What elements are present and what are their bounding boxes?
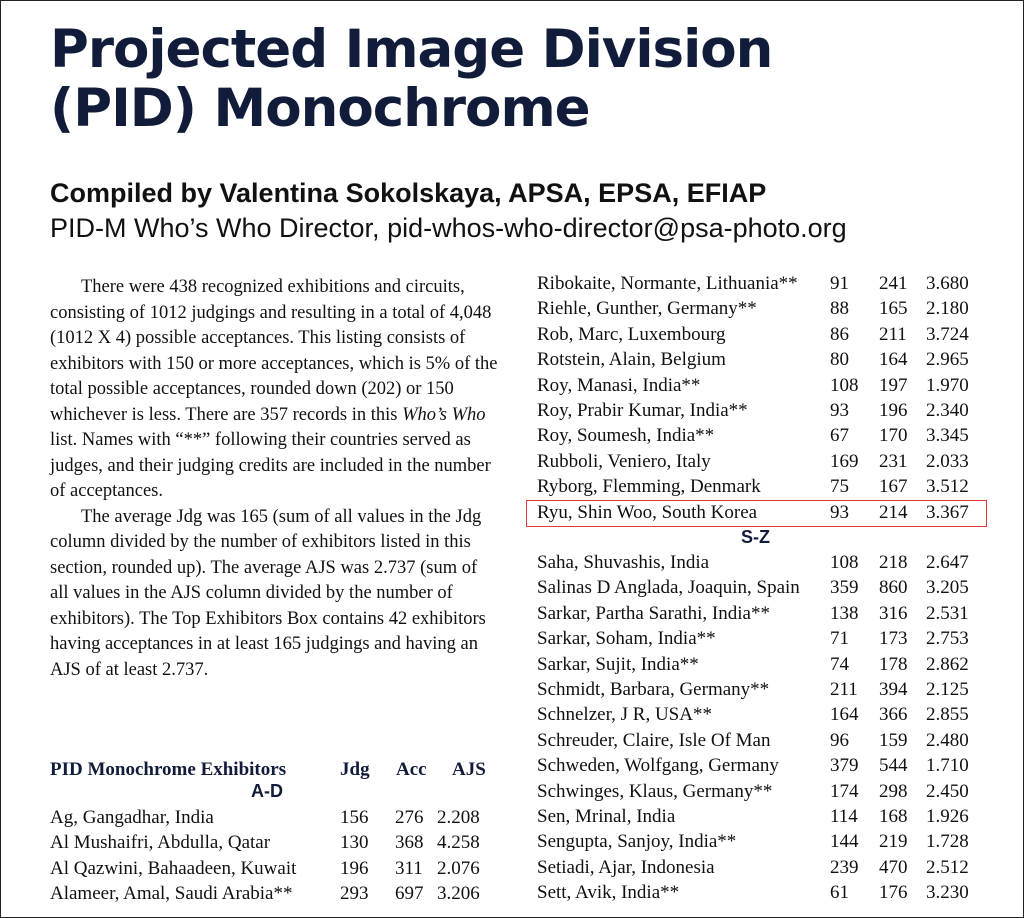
header-jdg: Jdg: [340, 759, 370, 780]
cell-jdg: 93: [830, 400, 849, 421]
cell-acc: 196: [879, 400, 908, 421]
table-row: [537, 652, 987, 677]
cell-jdg: 359: [830, 577, 859, 599]
table-row: [537, 550, 987, 575]
cell-name: Roy, Soumesh, India**: [537, 425, 715, 447]
cell-name: Rubboli, Veniero, Italy: [537, 450, 711, 472]
cell-name: Alameer, Amal, Saudi Arabia**: [50, 883, 293, 905]
cell-name: Schmidt, Barbara, Germany**: [537, 679, 770, 700]
cell-acc: 218: [879, 552, 908, 573]
cell-acc: 860: [879, 577, 908, 599]
cell-jdg: 293: [340, 883, 369, 905]
cell-ajs: 3.512: [926, 476, 969, 498]
table-row: [537, 601, 987, 626]
cell-name: Sarkar, Sujit, India**: [537, 653, 699, 675]
cell-ajs: 2.125: [926, 679, 969, 700]
cell-ajs: 2.208: [437, 807, 480, 828]
compiled-by: Compiled by Valentina Sokolskaya, APSA, EPSA, EFIAP: [50, 178, 767, 208]
highlight-box: [526, 500, 987, 527]
cell-acc: 214: [879, 501, 908, 523]
cell-ajs: 2.450: [926, 780, 969, 802]
cell-ajs: 2.965: [926, 349, 969, 371]
cell-ajs: 1.710: [926, 755, 969, 777]
cell-name: Rotstein, Alain, Belgium: [537, 349, 726, 371]
cell-ajs: 3.724: [926, 323, 969, 345]
cell-name: Setiadi, Ajar, Indonesia: [537, 856, 715, 878]
table-row: [537, 753, 987, 778]
table-row: [537, 880, 987, 905]
table-row: [537, 702, 987, 727]
cell-jdg: 96: [830, 729, 849, 751]
cell-jdg: 144: [830, 831, 859, 853]
cell-ajs: 2.076: [437, 857, 480, 879]
cell-acc: 697: [395, 883, 424, 905]
cell-jdg: 114: [830, 806, 858, 827]
table-row: [537, 855, 987, 880]
header-name: PID Monochrome Exhibitors: [50, 759, 287, 780]
cell-ajs: 2.033: [926, 450, 969, 472]
cell-name: Roy, Manasi, India**: [537, 374, 701, 396]
title-line-1: Projected Image Division: [50, 19, 773, 80]
cell-name: Ag, Gangadhar, India: [50, 807, 214, 828]
table-row: [537, 779, 987, 804]
table-row: [537, 804, 987, 829]
table-row: [537, 449, 987, 474]
cell-ajs: 2.480: [926, 729, 969, 751]
cell-ajs: 3.230: [926, 882, 969, 904]
cell-jdg: 108: [830, 374, 859, 396]
table-row: [537, 347, 987, 372]
cell-acc: 170: [879, 425, 908, 447]
cell-acc: 241: [879, 273, 908, 294]
cell-acc: 316: [879, 602, 908, 624]
cell-acc: 164: [879, 349, 908, 371]
cell-acc: 167: [879, 476, 908, 498]
table-row: [537, 728, 987, 753]
cell-acc: 298: [879, 780, 908, 802]
section-label-ad: A-D: [251, 781, 283, 801]
table-row: [537, 398, 987, 423]
cell-ajs: 3.680: [926, 273, 969, 294]
cell-ajs: 2.862: [926, 653, 969, 675]
cell-jdg: 196: [340, 857, 369, 879]
cell-jdg: 108: [830, 552, 859, 573]
table-row: [50, 881, 500, 906]
cell-acc: 219: [879, 831, 908, 853]
title-line-2: (PID) Monochrome: [50, 78, 590, 139]
cell-acc: 168: [879, 806, 908, 827]
cell-name: Roy, Prabir Kumar, India**: [537, 400, 748, 421]
cell-jdg: 211: [830, 679, 858, 700]
cell-name: Sarkar, Soham, India**: [537, 628, 716, 650]
header-ajs: AJS: [452, 759, 486, 780]
cell-acc: 211: [879, 323, 907, 345]
cell-jdg: 164: [830, 704, 859, 726]
cell-jdg: 71: [830, 628, 849, 650]
table-header: [50, 757, 500, 782]
table-row: [537, 474, 987, 499]
cell-name: Schnelzer, J R, USA**: [537, 704, 712, 726]
director-line: PID-M Who’s Who Director, pid-whos-who-director@psa-photo.org: [50, 213, 847, 243]
cell-ajs: 3.206: [437, 883, 480, 905]
cell-name: Sett, Avik, India**: [537, 882, 680, 904]
table-row: [537, 296, 987, 321]
cell-jdg: 67: [830, 425, 849, 447]
cell-jdg: 61: [830, 882, 849, 904]
cell-jdg: 138: [830, 602, 859, 624]
table-row: [537, 575, 987, 600]
section-label-sz: S-Z: [741, 527, 770, 547]
cell-jdg: 379: [830, 755, 859, 777]
table-row: [537, 423, 987, 448]
cell-name: Ribokaite, Normante, Lithuania**: [537, 273, 798, 294]
cell-acc: 394: [879, 679, 908, 700]
cell-ajs: 3.205: [926, 577, 969, 599]
intro-paragraph-2: The average Jdg was 165 (sum of all values in the Jdg column divided by the number of exhibitors listed in this section, rounded up). The average AJS was 2.737 (sum of all values in the AJS column divided by the number of exhibitors). The Top Exhibitors Box contains 42 exhibitors having acceptances in at least 165 judgings and having an AJS of at least 2.737.: [50, 506, 486, 680]
cell-name: Schreuder, Claire, Isle Of Man: [537, 729, 771, 751]
cell-jdg: 80: [830, 349, 849, 371]
cell-acc: 276: [395, 807, 424, 828]
table-row: [537, 322, 987, 347]
cell-ajs: 3.345: [926, 425, 969, 447]
page-title: [50, 20, 772, 138]
cell-acc: 173: [879, 628, 908, 650]
cell-name: Schweden, Wolfgang, Germany: [537, 755, 779, 777]
header-acc: Acc: [396, 759, 427, 780]
cell-name: Saha, Shuvashis, India: [537, 552, 710, 573]
cell-jdg: 239: [830, 856, 859, 878]
cell-ajs: 2.180: [926, 298, 969, 320]
intro-text: [50, 275, 498, 683]
cell-ajs: 3.367: [926, 501, 969, 523]
cell-acc: 231: [879, 450, 908, 472]
cell-ajs: 2.647: [926, 552, 969, 573]
cell-ajs: 2.531: [926, 602, 969, 624]
cell-acc: 197: [879, 374, 908, 396]
cell-name: Al Qazwini, Bahaadeen, Kuwait: [50, 857, 297, 879]
cell-jdg: 174: [830, 780, 859, 802]
table-row: [537, 829, 987, 854]
cell-ajs: 1.926: [926, 806, 969, 827]
cell-jdg: 75: [830, 476, 849, 498]
cell-jdg: 130: [340, 832, 369, 854]
cell-jdg: 91: [830, 273, 849, 294]
cell-jdg: 156: [340, 807, 369, 828]
table-row: [537, 677, 987, 702]
table-row: [50, 830, 500, 855]
cell-name: Sengupta, Sanjoy, India**: [537, 831, 737, 853]
cell-ajs: 2.340: [926, 400, 969, 421]
cell-ajs: 2.753: [926, 628, 969, 650]
table-row: [537, 373, 987, 398]
table-row: [50, 856, 500, 881]
cell-jdg: 169: [830, 450, 859, 472]
cell-jdg: 74: [830, 653, 849, 675]
cell-name: Sen, Mrinal, India: [537, 806, 676, 827]
cell-jdg: 93: [830, 501, 849, 523]
cell-jdg: 86: [830, 323, 849, 345]
cell-ajs: 1.728: [926, 831, 969, 853]
cell-jdg: 88: [830, 298, 849, 320]
cell-acc: 178: [879, 653, 908, 675]
cell-ajs: 2.512: [926, 856, 969, 878]
cell-name: Schwinges, Klaus, Germany**: [537, 780, 773, 802]
cell-name: Ryu, Shin Woo, South Korea: [537, 501, 758, 523]
cell-ajs: 2.855: [926, 704, 969, 726]
cell-name: Rob, Marc, Luxembourg: [537, 323, 726, 345]
cell-acc: 470: [879, 856, 908, 878]
cell-ajs: 1.970: [926, 374, 969, 396]
cell-name: Al Mushaifri, Abdulla, Qatar: [50, 832, 271, 854]
cell-acc: 311: [395, 857, 423, 879]
cell-acc: 165: [879, 298, 908, 320]
cell-acc: 368: [395, 832, 424, 854]
cell-acc: 366: [879, 704, 908, 726]
cell-acc: 176: [879, 882, 908, 904]
table-row: [537, 626, 987, 651]
table-row: [537, 271, 987, 296]
cell-acc: 544: [879, 755, 908, 777]
table-row: [50, 805, 500, 830]
cell-acc: 159: [879, 729, 908, 751]
cell-name: Sarkar, Partha Sarathi, India**: [537, 602, 770, 624]
intro-paragraph-1: There were 438 recognized exhibitions and circuits, consisting of 1012 judgings and resulting in a total of 4,048 (1012 X 4) possible acceptances. This listing consists of exhibitors with 150 or more acceptances, which is 5% of the total possible acceptances, rounded down (202) or 150 whichever is less. There are 357 records in this Who’s Who list. Names with “**” following their countries served as judges, and their judging credits are included in the number of acceptances.: [50, 277, 498, 501]
cell-name: Salinas D Anglada, Joaquin, Spain: [537, 577, 800, 599]
cell-name: Ryborg, Flemming, Denmark: [537, 476, 761, 498]
cell-ajs: 4.258: [437, 832, 480, 854]
cell-name: Riehle, Gunther, Germany**: [537, 298, 757, 320]
